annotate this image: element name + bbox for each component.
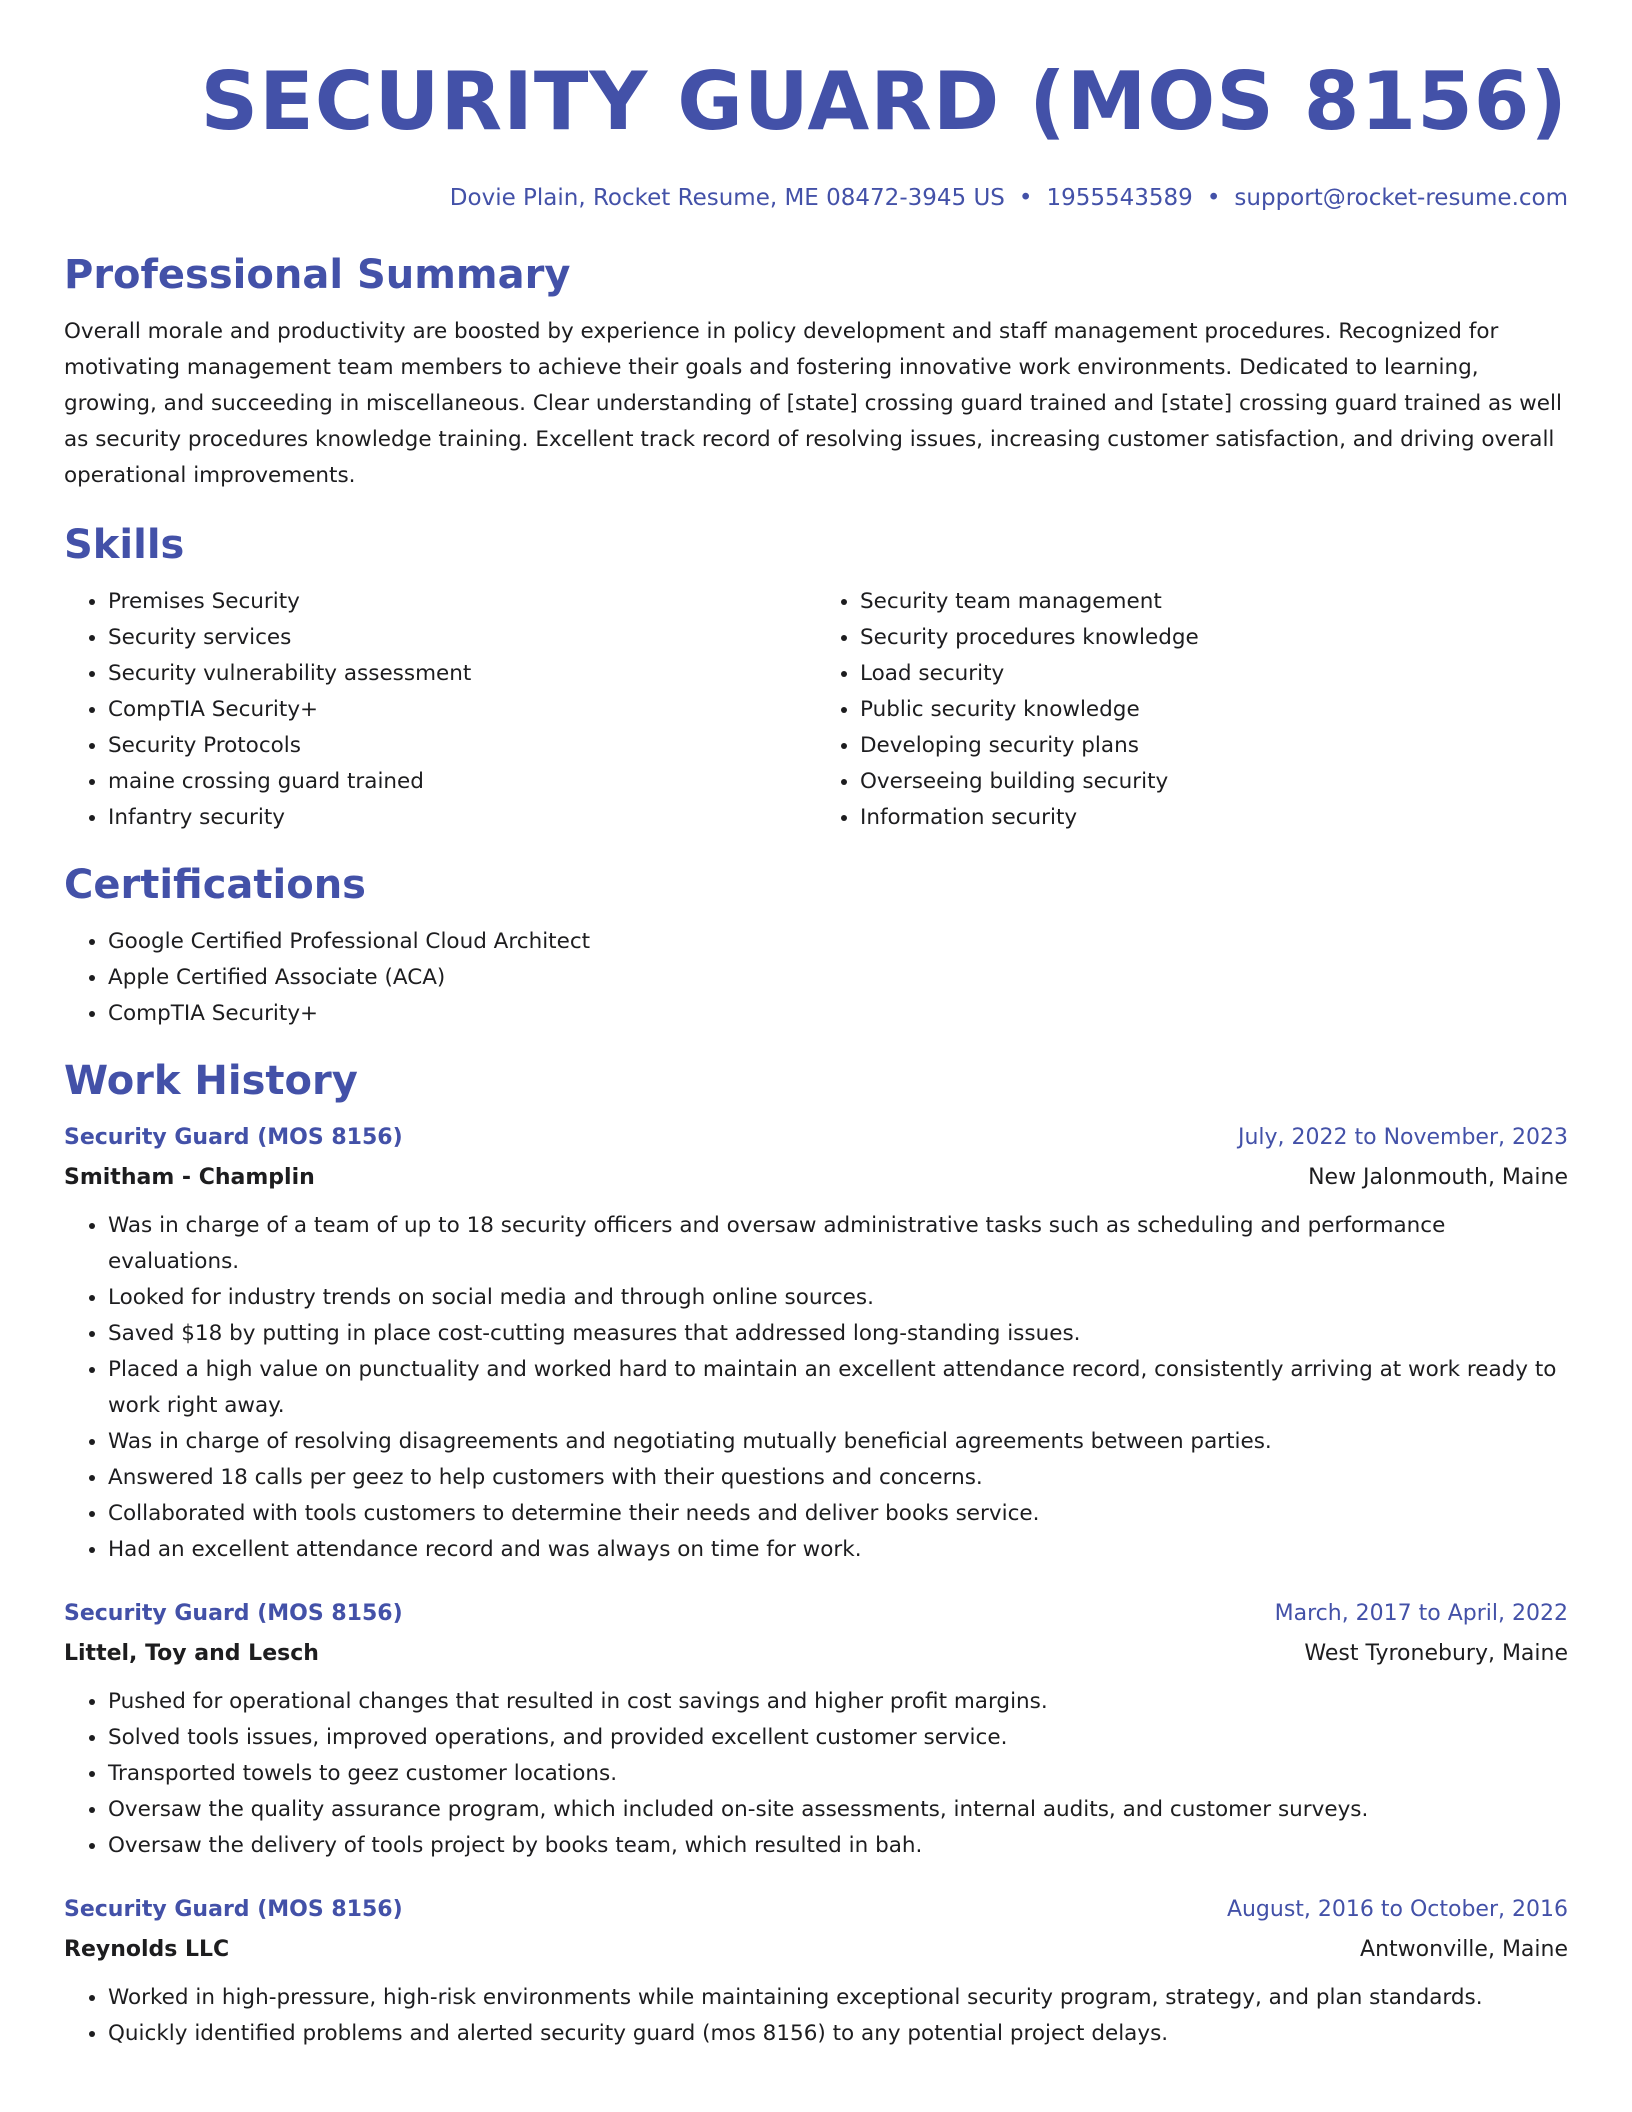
job-bullet: • Quickly identified problems and alerted security guard (mos 8156) to any potential project delays. [108, 2016, 1568, 2052]
job-dates: July, 2022 to November, 2023 [1237, 1125, 1568, 1150]
certifications-list [64, 924, 1568, 1032]
job-dates: August, 2016 to October, 2016 [1226, 1897, 1568, 1922]
skill-item: • Information security [860, 800, 1568, 836]
job-company-row [64, 1930, 1568, 1970]
contact-separator: • [1018, 185, 1033, 211]
job-bullet: • Was in charge of resolving disagreements and negotiating mutually beneficial agreements between parties. [108, 1424, 1568, 1460]
contact-phone: 1955543589 [1046, 185, 1193, 211]
job-bullet: • Oversaw the delivery of tools project by books team, which resulted in bah. [108, 1828, 1568, 1864]
skill-item: • Developing security plans [860, 728, 1568, 764]
job-dates: March, 2017 to April, 2022 [1274, 1601, 1568, 1626]
skill-item: • Overseeing building security [860, 764, 1568, 800]
job-location: Antwonville, Maine [1360, 1937, 1568, 1962]
job-title: Security Guard (MOS 8156) [64, 1125, 403, 1150]
skills-heading: Skills [64, 522, 185, 568]
skill-item: • Public security knowledge [860, 692, 1568, 728]
skill-item: • Security services [108, 620, 816, 656]
job-header-row [64, 1118, 1568, 1158]
contact-email[interactable]: support@rocket-resume.com [1234, 185, 1568, 211]
job-bullet: • Transported towels to geez customer locations. [108, 1756, 1568, 1792]
job-company-row [64, 1158, 1568, 1198]
certifications-heading: Certifications [64, 862, 366, 908]
job-company-row [64, 1634, 1568, 1674]
work-history-heading: Work History [64, 1058, 358, 1104]
skill-item: • Security team management [860, 584, 1568, 620]
job-bullet: • Placed a high value on punctuality and worked hard to maintain an excellent attendance record, consistently arriving at work ready to work right away. [108, 1352, 1568, 1424]
skill-item: • Load security [860, 656, 1568, 692]
resume-page [64, 52, 1568, 2052]
job-title: Security Guard (MOS 8156) [64, 1601, 403, 1626]
skill-item: • Security vulnerability assessment [108, 656, 816, 692]
skill-item: • maine crossing guard trained [108, 764, 816, 800]
skill-item: • Premises Security [108, 584, 816, 620]
skill-item: • Security procedures knowledge [860, 620, 1568, 656]
certification-item: • CompTIA Security+ [108, 996, 1568, 1032]
job-bullet: • Worked in high-pressure, high-risk environments while maintaining exceptional security program, strategy, and plan standards. [108, 1980, 1568, 2016]
resume-name: SECURITY GUARD (MOS 8156) [200, 55, 1568, 148]
skills-list-left [64, 584, 816, 836]
job-bullet: • Answered 18 calls per geez to help customers with their questions and concerns. [108, 1460, 1568, 1496]
skill-item: • Infantry security [108, 800, 816, 836]
job-bullet: • Saved $18 by putting in place cost-cutting measures that addressed long-standing issues. [108, 1316, 1568, 1352]
job-entry [64, 1118, 1568, 1568]
job-bullets [64, 1684, 1568, 1864]
job-entry [64, 1594, 1568, 1864]
job-company: Smitham - Champlin [64, 1165, 315, 1190]
contact-address: Dovie Plain, Rocket Resume, ME 08472-3945 US [449, 185, 1005, 211]
skill-item: • CompTIA Security+ [108, 692, 816, 728]
job-header-row [64, 1594, 1568, 1634]
job-title: Security Guard (MOS 8156) [64, 1897, 403, 1922]
job-company: Reynolds LLC [64, 1937, 230, 1962]
summary-heading: Professional Summary [64, 252, 571, 298]
contact-separator: • [1206, 185, 1221, 211]
job-bullets [64, 1208, 1568, 1568]
certification-item: • Apple Certified Associate (ACA) [108, 960, 1568, 996]
job-entry [64, 1890, 1568, 2052]
contact-line [64, 182, 1568, 214]
summary-text: Overall morale and productivity are boosted by experience in policy development and staff management procedures. Recognized for motivating management team members to achieve their goals and fostering innovative work environments. Dedicated to learning, growing, and succeeding in miscellaneous. Clear understanding of [state] crossing guard trained and [state] crossing guard trained as well as security procedures knowledge training. Excellent track record of resolving issues, increasing customer satisfaction, and driving overall operational improvements. [64, 319, 1562, 488]
job-location: New Jalonmouth, Maine [1308, 1165, 1568, 1190]
job-bullet: • Solved tools issues, improved operations, and provided excellent customer service. [108, 1720, 1568, 1756]
job-location: West Tyronebury, Maine [1304, 1641, 1568, 1666]
job-bullet: • Had an excellent attendance record and was always on time for work. [108, 1532, 1568, 1568]
job-bullet: • Collaborated with tools customers to determine their needs and deliver books service. [108, 1496, 1568, 1532]
job-bullet: • Pushed for operational changes that resulted in cost savings and higher profit margins. [108, 1684, 1568, 1720]
job-bullet: • Looked for industry trends on social media and through online sources. [108, 1280, 1568, 1316]
job-header-row [64, 1890, 1568, 1930]
job-bullets [64, 1980, 1568, 2052]
skills-columns [64, 584, 1568, 836]
skill-item: • Security Protocols [108, 728, 816, 764]
certification-item: • Google Certified Professional Cloud Architect [108, 924, 1568, 960]
job-company: Littel, Toy and Lesch [64, 1641, 319, 1666]
skills-list-right [816, 584, 1568, 836]
job-bullet: • Was in charge of a team of up to 18 security officers and oversaw administrative tasks such as scheduling and performance evaluations. [108, 1208, 1568, 1280]
job-bullet: • Oversaw the quality assurance program, which included on-site assessments, internal audits, and customer surveys. [108, 1792, 1568, 1828]
